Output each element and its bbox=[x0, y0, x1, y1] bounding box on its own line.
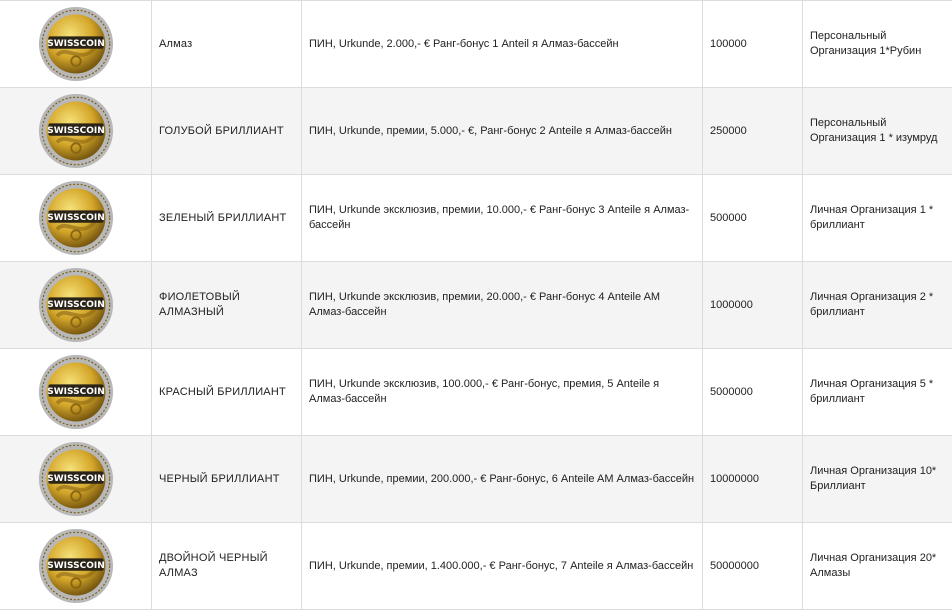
rank-points: 50000000 bbox=[703, 523, 803, 610]
swisscoin-medal-icon bbox=[38, 93, 114, 169]
table-row bbox=[0, 523, 952, 610]
rank-requirement: Личная Организация 1 * бриллиант bbox=[803, 175, 952, 262]
rank-requirement: Персональный Организация 1*Рубин bbox=[803, 1, 952, 88]
rank-name: ФИОЛЕТОВЫЙ АЛМАЗНЫЙ bbox=[152, 262, 302, 349]
rank-points: 100000 bbox=[703, 1, 803, 88]
rank-bonus: ПИН, Urkunde эксклюзив, премии, 20.000,- € Ранг-бонус 4 Anteile AM Алмаз-бассейн bbox=[302, 262, 703, 349]
coin-cell bbox=[0, 262, 152, 349]
rank-bonus: ПИН, Urkunde эксклюзив, 100.000,- € Ранг-бонус, премия, 5 Anteile я Алмаз-бассейн bbox=[302, 349, 703, 436]
rank-points: 1000000 bbox=[703, 262, 803, 349]
rank-requirement: Личная Организация 20* Алмазы bbox=[803, 523, 952, 610]
coin-cell bbox=[0, 175, 152, 262]
rank-name: ЧЕРНЫЙ БРИЛЛИАНТ bbox=[152, 436, 302, 523]
rank-name: ГОЛУБОЙ БРИЛЛИАНТ bbox=[152, 88, 302, 175]
swisscoin-medal-icon bbox=[38, 441, 114, 517]
coin-cell bbox=[0, 349, 152, 436]
rank-bonus: ПИН, Urkunde эксклюзив, премии, 10.000,- € Ранг-бонус 3 Anteile я Алмаз-бассейн bbox=[302, 175, 703, 262]
rank-points: 500000 bbox=[703, 175, 803, 262]
table-row bbox=[0, 436, 952, 523]
table-row bbox=[0, 88, 952, 175]
rank-bonus: ПИН, Urkunde, премии, 1.400.000,- € Ранг-бонус, 7 Anteile я Алмаз-бассейн bbox=[302, 523, 703, 610]
coin-label: SWISSCOIN bbox=[47, 39, 105, 49]
rank-points: 250000 bbox=[703, 88, 803, 175]
rank-points: 10000000 bbox=[703, 436, 803, 523]
rank-bonus: ПИН, Urkunde, премии, 200.000,- € Ранг-бонус, 6 Anteile AM Алмаз-бассейн bbox=[302, 436, 703, 523]
rank-requirement: Личная Организация 5 * бриллиант bbox=[803, 349, 952, 436]
rank-table-body bbox=[0, 1, 952, 610]
rank-requirement: Личная Организация 10* Бриллиант bbox=[803, 436, 952, 523]
table-row bbox=[0, 175, 952, 262]
table-row bbox=[0, 1, 952, 88]
coin-label: SWISSCOIN bbox=[47, 474, 105, 484]
rank-name: КРАСНЫЙ БРИЛЛИАНТ bbox=[152, 349, 302, 436]
coin-cell bbox=[0, 436, 152, 523]
table-row bbox=[0, 262, 952, 349]
rank-name: ЗЕЛЕНЫЙ БРИЛЛИАНТ bbox=[152, 175, 302, 262]
swisscoin-medal-icon bbox=[38, 6, 114, 82]
coin-cell bbox=[0, 1, 152, 88]
swisscoin-medal-icon bbox=[38, 528, 114, 604]
coin-cell bbox=[0, 88, 152, 175]
coin-label: SWISSCOIN bbox=[47, 213, 105, 223]
rank-name: Алмаз bbox=[152, 1, 302, 88]
coin-label: SWISSCOIN bbox=[47, 126, 105, 136]
coin-label: SWISSCOIN bbox=[47, 561, 105, 571]
coin-label: SWISSCOIN bbox=[47, 387, 105, 397]
swisscoin-medal-icon bbox=[38, 354, 114, 430]
rank-points: 5000000 bbox=[703, 349, 803, 436]
rank-name: ДВОЙНОЙ ЧЕРНЫЙ АЛМАЗ bbox=[152, 523, 302, 610]
coin-cell bbox=[0, 523, 152, 610]
swisscoin-medal-icon bbox=[38, 267, 114, 343]
rank-bonus: ПИН, Urkunde, 2.000,- € Ранг-бонус 1 Anteil я Алмаз-бассейн bbox=[302, 1, 703, 88]
rank-requirement: Личная Организация 2 * бриллиант bbox=[803, 262, 952, 349]
table-row bbox=[0, 349, 952, 436]
coin-label: SWISSCOIN bbox=[47, 300, 105, 310]
rank-bonus: ПИН, Urkunde, премии, 5.000,- €, Ранг-бонус 2 Anteile я Алмаз-бассейн bbox=[302, 88, 703, 175]
rank-requirement: Персональный Организация 1 * изумруд bbox=[803, 88, 952, 175]
swisscoin-medal-icon bbox=[38, 180, 114, 256]
